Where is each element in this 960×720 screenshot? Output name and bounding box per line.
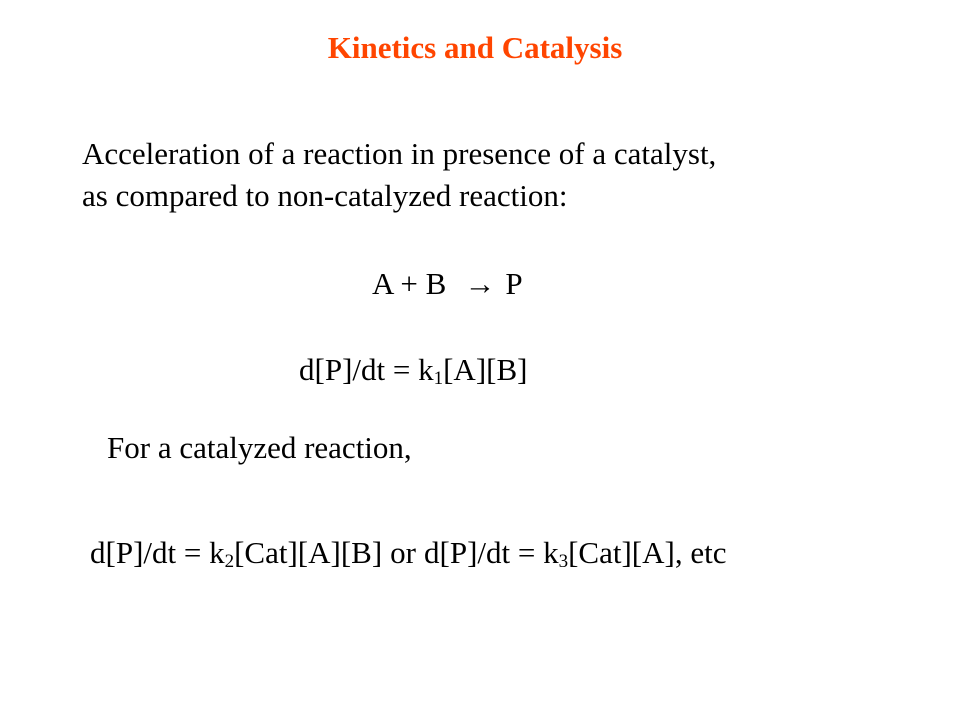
rate-lhs: d[P]/dt = k <box>424 535 559 570</box>
reactants: A + B <box>372 266 447 301</box>
uncatalyzed-rate-law <box>299 352 527 388</box>
catalyzed-intro: For a catalyzed reaction, <box>107 430 412 465</box>
rate-rhs: [A][B] <box>443 352 528 387</box>
right-arrow-icon: → <box>464 266 496 301</box>
rate-lhs: d[P]/dt = k <box>90 535 225 570</box>
intro-paragraph <box>82 133 716 217</box>
rate-constant-subscript: 2 <box>224 551 235 572</box>
catalyzed-rate-laws <box>90 535 726 571</box>
rate-rhs: [Cat][A], etc <box>568 535 727 570</box>
rate-constant-subscript: 1 <box>433 368 444 389</box>
rate-rhs: [Cat][A][B] <box>234 535 383 570</box>
product: P <box>505 266 523 301</box>
rate-lhs: d[P]/dt = k <box>299 352 434 387</box>
or-connector: or <box>390 535 416 570</box>
intro-line-1: Acceleration of a reaction in presence of a catalyst, <box>82 136 717 171</box>
slide-title: Kinetics and Catalysis <box>327 30 623 65</box>
intro-line-2: as compared to non-catalyzed reaction: <box>82 178 568 213</box>
reaction-equation <box>372 266 523 302</box>
rate-constant-subscript: 3 <box>558 551 569 572</box>
